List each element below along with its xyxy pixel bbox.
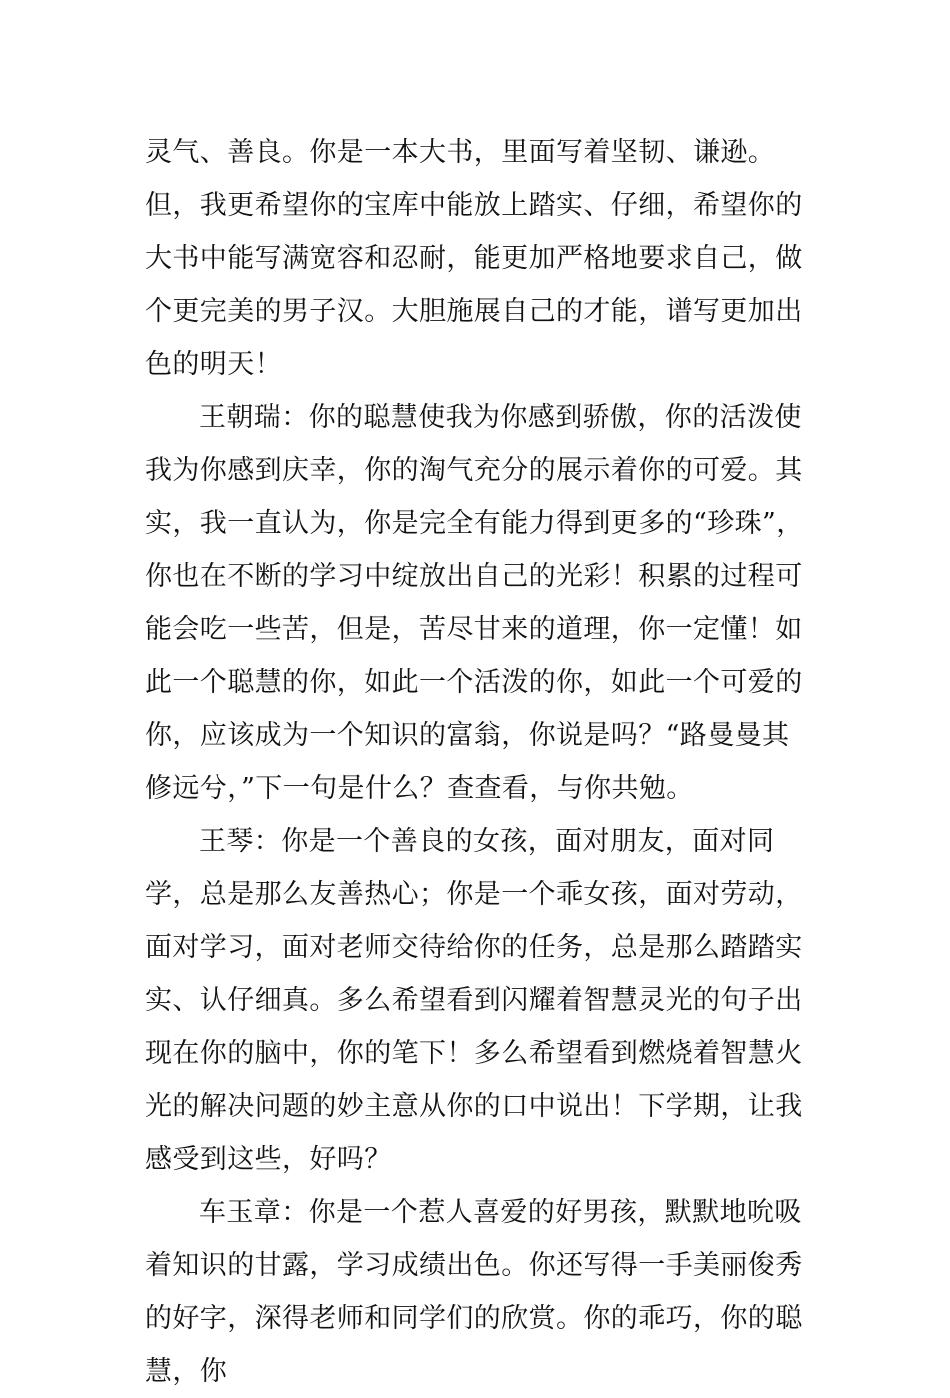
paragraph-1: 灵气、善良。你是一本大书，里面写着坚韧、谦逊。但，我更希望你的宝库中能放上踏实、仔细，希望你的大书中能写满宽容和忍耐，能更加严格地要求自己，做个更完美的男子汉。大胆施展自己的才能，谱写更加出色的明天！ (145, 137, 803, 380)
paragraph-3-wang-qin: 王琴：你是一个善良的女孩，面对朋友，面对同学，总是那么友善热心；你是一个乖女孩，面对劳动，面对学习，面对老师交待给你的任务，总是那么踏踏实实、认仔细真。多么希望看到闪耀着智慧灵光的句子出现在你的脑中，你的笔下！多么希望看到燃烧着智慧火光的解决问题的妙主意从你的口中说出！下学期，让我感受到这些，好吗？ (145, 826, 803, 1175)
paragraph-2-wang-chaorui: 王朝瑞：你的聪慧使我为你感到骄傲，你的活泼使我为你感到庆幸，你的淘气充分的展示着你的可爱。其实，我一直认为，你是完全有能力得到更多的“珍珠”，你也在不断的学习中绽放出自己的光彩！积累的过程可能会吃一些苦，但是，苦尽甘来的道理，你一定懂！如此一个聪慧的你，如此一个活泼的你，如此一个可爱的你，应该成为一个知识的富翁，你说是吗？“路曼曼其修远兮，”下一句是什么？查查看，与你共勉。 (145, 402, 804, 804)
document-body (145, 126, 810, 1398)
paragraph-4-che-yuzhang: 车玉章：你是一个惹人喜爱的好男孩，默默地吮吸着知识的甘露，学习成绩出色。你还写得一手美丽俊秀的好字，深得老师和同学们的欣赏。你的乖巧，你的聪慧，你 (145, 1197, 803, 1387)
